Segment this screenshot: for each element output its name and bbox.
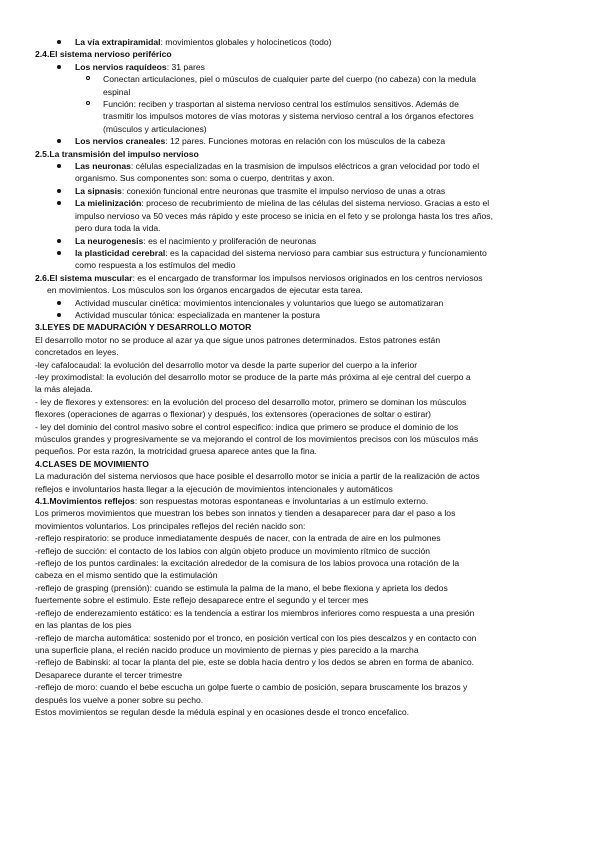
bullet-dot-icon — [57, 40, 61, 44]
section-4-1-title: 4.1.Movimientos reflejos — [35, 496, 135, 507]
bullet-dot-icon — [57, 301, 61, 305]
paragraph-line: La maduración del sistema nerviosos que hace posible el desarrollo motor se inicia a partir de la realización de actos — [35, 471, 480, 482]
bullet-nervios-craneales — [35, 135, 567, 147]
bullet-actividad-tonica — [35, 309, 567, 321]
paragraph-line: -ley proximodistal: la evolución del desarrollo motor se produce de la parte más próxima al eje central del cuerpo a — [35, 371, 471, 382]
paragraph-line: fuertemente sobre el estimulo. Este reflejo desaparece entre el segundo y el tercer mes — [35, 595, 369, 606]
section-2-6-title: 2.6.El sistema muscular — [35, 272, 133, 283]
term-text: : movimientos globales y holocineticos (todo) — [160, 37, 332, 47]
paragraph-line: concretados en leyes. — [35, 347, 119, 358]
bullet-sipnasis — [35, 185, 567, 197]
section-4-1-text: : son respuestas motoras espontaneas e involuntarias a un estímulo externo. — [134, 496, 429, 507]
term-label: La vía extrapiramidal — [75, 37, 161, 47]
section-2-6-continuation: en movimientos. Los músculos son los órganos encargados de ejecutar esta tarea. — [47, 285, 363, 296]
document-page — [35, 36, 567, 718]
paragraph-line: -reflejo de los puntos cardinales: la excitación alrededor de la comisura de los labios provoca una rotación de la — [35, 558, 460, 569]
bullet-text: Actividad muscular cinética: movimientos intencionales y voluntarios que luego se automatizaran — [75, 297, 444, 308]
paragraph-line: cabeza en el mismo sentido que la estimulación — [35, 570, 218, 581]
paragraph-line: Desaparece durante el tercer trimestre — [35, 669, 183, 680]
paragraph-line: la más alejada. — [35, 384, 93, 395]
term-label: La neurogenesis — [75, 235, 144, 246]
term-text: : 31 pares — [166, 61, 205, 72]
circle-bullet-icon — [86, 76, 90, 80]
paragraph-line: - ley del dominio del control masivo sobre el control especifico: indica que primero se produce el dominio de los — [35, 421, 459, 432]
sub-bullet-funcion — [35, 98, 567, 110]
bullet-dot-icon — [57, 164, 61, 168]
bullet-dot-icon — [57, 313, 61, 317]
paragraph-line: movimientos voluntarios. Los principales reflejos del recién nacido son: — [35, 520, 306, 531]
term-label: Los nervios craneales — [75, 136, 166, 147]
bullet-continuation: organismo. Sus componentes son: soma o cuerpo, dentritas y axon. — [75, 173, 335, 184]
paragraph-line: -ley cafalocaudal: la evolución del desarrollo motor va desde la parte superior del cuerpo a la inferior — [35, 359, 418, 370]
term-text: : 12 pares. Funciones motoras en relación con los músculos de la cabeza — [165, 136, 446, 147]
paragraph-line: flexores (operaciones de agarras o flexionar) y después, los extensores (operaciones de soltar o estirar) — [35, 409, 431, 420]
bullet-mielinizacion — [35, 197, 567, 209]
bullet-neuronas — [35, 160, 567, 172]
section-4-1 — [35, 495, 567, 507]
bullet-dot-icon — [57, 189, 61, 193]
term-text: : es el nacimiento y proliferación de neuronas — [143, 235, 317, 246]
bullet-dot-icon — [57, 251, 61, 255]
paragraph-line: en las plantas de los pies — [35, 620, 132, 631]
term-text: : proceso de recubrimiento de mielina de las células del sistema nervioso. Gracias a esto el — [141, 198, 490, 209]
term-label: La mielinización — [75, 198, 142, 209]
sub-bullet-continuation: (músculos y articulaciones) — [103, 123, 207, 134]
term-label: Los nervios raquídeos — [75, 61, 167, 72]
section-2-5-title: 2.5.La transmisión del impulso nervioso — [35, 148, 199, 159]
bullet-continuation: como respuesta a los estímulos del medio — [75, 260, 236, 271]
paragraph-line: -reflejo de succión: el contacto de los labios con algún objeto produce un movimiento rítmico de succión — [35, 545, 431, 556]
term-text: : es la capacidad del sistema nervioso para cambiar sus estructura y funcionamiento — [165, 247, 487, 258]
paragraph-line: -reflejo de moro: cuando el bebe escucha un golpe fuerte o cambio de posición, separa bruscamente los brazos y — [35, 682, 468, 693]
bullet-nervios-raquideos — [35, 61, 567, 73]
sub-bullet-continuation: trasmitir los impulsos motores de vías motoras y sistema nervioso central a los órganos efectores — [103, 111, 474, 122]
paragraph-line: -reflejo de marcha automática: sostenido por el tronco, en posición vertical con los pies descalzos y en contacto con — [35, 632, 477, 643]
paragraph-line: - ley de flexores y extensores: en la evolución del proceso del desarrollo motor, primero se dominan los músculos — [35, 396, 467, 407]
paragraph-line: -reflejo de enderezamiento estático: es la tendencia a estirar los miembros inferiores como respuesta a una presión — [35, 607, 475, 618]
bullet-dot-icon — [57, 65, 61, 69]
bullet-text: Actividad muscular tónica: especializada en mantener la postura — [75, 309, 321, 320]
bullet-continuation: pero dura toda la vida. — [75, 223, 161, 234]
paragraph-line: una superficie plana, el recién nacido produce un movimiento de piernas y pies parecido a la marcha — [35, 644, 419, 655]
paragraph-line: -reflejo respiratorio: se produce inmediatamente después de nacer, con la entrada de aire en los pulmones — [35, 533, 441, 544]
paragraph-line: -reflejo de Babinski: al tocar la planta del pie, este se dobla hacia dentro y los dedos se abren en forma de abanico. — [35, 657, 475, 668]
term-text: : células especializadas en la trasmision de impulsos eléctricos a gran velocidad por todo el — [130, 161, 480, 172]
paragraph-line: reflejos e involuntarios hasta llegar a la ejecución de movimientos intencionales y automáticos — [35, 483, 393, 494]
bullet-plasticidad — [35, 247, 567, 259]
section-2-6 — [35, 272, 567, 284]
paragraph-line: Estos movimientos se regulan desde la médula espinal y en ocasiones desde el tronco encefalico. — [35, 706, 410, 717]
section-2-4-title: 2.4.El sistema nervioso periférico — [35, 49, 172, 60]
paragraph-line: músculos grandes y progresivamente se va mejorando el control de los movimientos precisos con los músculos más — [35, 434, 479, 444]
bullet-dot-icon — [57, 201, 61, 205]
term-label: Las neuronas — [75, 161, 131, 172]
section-4-title: 4.CLASES DE MOVIMIENTO — [35, 458, 149, 469]
section-2-6-text: : es el encargado de transformar los impulsos nerviosos originados en los centros nerviosos — [132, 272, 483, 283]
paragraph-line: Los primeros movimientos que muestran los bebes son innatos y tienden a desaparecer para dar el paso a los — [35, 508, 456, 519]
section-3-title: 3.LEYES DE MADURACIÓN Y DESARROLLO MOTOR — [35, 322, 252, 333]
paragraph-line: pequeños. Por esta razón, la motricidad gruesa aparece antes que la fina. — [35, 446, 317, 457]
bullet-dot-icon — [57, 239, 61, 243]
bullet-continuation: impulso nervioso va 50 veces más rápido y este proceso se inicia en el feto y se prolonga hasta los tres años, — [75, 210, 493, 221]
term-text: : conexión funcional entre neuronas que trasmite el impulso nervioso de unas a otras — [121, 185, 446, 196]
sub-bullet-text: Función: reciben y trasportan al sistema nervioso central los estímulos sensitivos. Además de — [103, 99, 459, 110]
sub-bullet-continuation: espinal — [103, 86, 131, 97]
circle-bullet-icon — [86, 101, 90, 105]
bullet-actividad-cinetica — [35, 297, 567, 309]
bullet-via-extrapiramidal — [35, 36, 567, 48]
term-label: La sipnasis — [75, 185, 122, 196]
paragraph-line: después los vuelve a poner sobre su pecho. — [35, 694, 204, 705]
paragraph-line: -reflejo de grasping (prensión): cuando se estimula la palma de la mano, el bebe flexiona y aprieta los dedos — [35, 582, 448, 593]
paragraph-line: El desarrollo motor no se produce al azar ya que sigue unos patrones determinados. Estos patrones están — [35, 334, 441, 345]
bullet-dot-icon — [57, 139, 61, 143]
sub-bullet-text: Conectan articulaciones, piel o músculos de cualquier parte del cuerpo (no cabeza) con la medula — [103, 74, 477, 85]
bullet-neurogenesis — [35, 235, 567, 247]
sub-bullet-conectan — [35, 73, 567, 85]
term-label: la plasticidad cerebral — [75, 247, 166, 258]
